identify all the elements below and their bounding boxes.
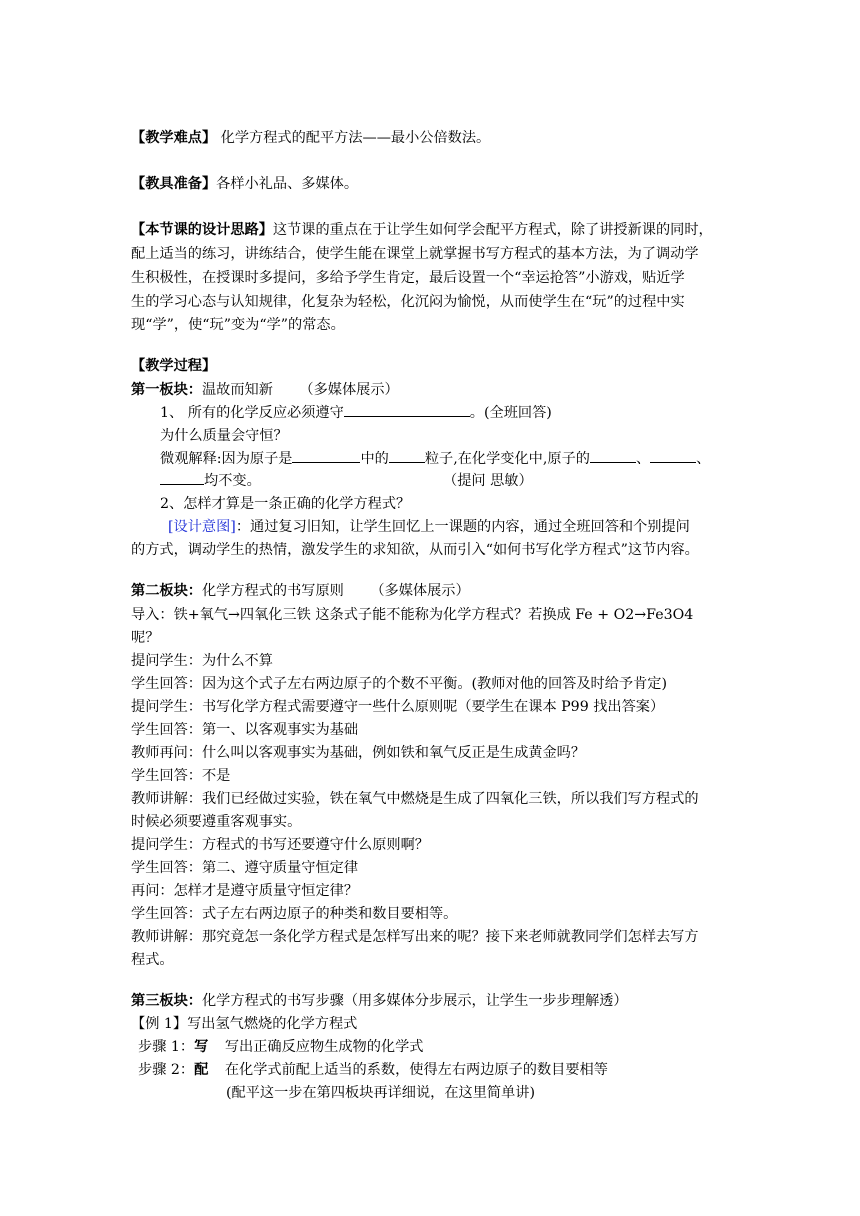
block3-label: 第三板块： [131,993,202,1009]
block1-title: 温故而知新 [201,382,273,398]
block3-step2-note: (配平这一步在第四板块再详细说，在这里简单讲) [226,1085,536,1101]
block1-q1c [160,448,710,470]
blank-4 [650,448,696,463]
design-line-4: 生的学习心态与认知规律，化复杂为轻松，化沉闷为愉悦，从而使学生在“玩”的过程中实 [131,294,685,310]
block3-step2 [138,1059,608,1081]
blank-1 [292,448,360,463]
block2-line: 教师讲解：我们已经做过实验，铁在氧气中燃烧是生成了四氧化三铁，所以我们写方程式的 [131,791,699,807]
block1-intent-2: 的方式，调动学生的热情，激发学生的求知欲，从而引入“如何书写化学方程式”这节内容。 [131,542,699,558]
q1d-note: （提问 思敏） [443,473,533,489]
block1-q1b: 为什么质量会守恒？ [160,428,288,444]
block2-note: （多媒体展示） [370,583,470,599]
design-text-1: 这节课的重点在于让学生如何学会配平方程式，除了讲授新课的同时， [272,222,713,238]
block3-step1 [138,1036,423,1058]
block1-intent-1 [168,516,690,538]
block2-line: 教师讲解：那究竟怎一条化学方程式是怎样写出来的呢？接下来老师就教同学们怎样去写方 [131,929,699,945]
intent-text-1: ：通过复习旧知，让学生回忆上一课题的内容，通过全班回答和个别提问 [235,519,690,535]
q1-text: 1、 所有的化学反应必须遵守 [160,405,344,421]
q1c-text-c: 粒子,在化学变化中,原子的 [424,451,590,467]
prep-section [131,173,358,195]
difficulty-text: 化学方程式的配平方法——最小公倍数法。 [220,130,491,146]
block2-line: 再问：怎样才是遵守质量守恒定律？ [131,883,359,899]
blank-3 [590,448,636,463]
step2-key: 配 [194,1062,209,1078]
intent-label: [设计意图] [168,519,236,535]
design-label: 【本节课的设计思路】 [131,222,273,238]
block2-line: 学生回答：第二、遵守质量守恒定律 [131,860,359,876]
block2-label: 第二板块： [131,583,202,599]
process-heading [131,355,216,377]
step1-text: 写出正确反应物生成物的化学式 [224,1039,424,1055]
q1d-text: 均不变。 [204,473,261,489]
block1-q2: 2、怎样才算是一条正确的化学方程式？ [160,496,411,512]
block3-title: 化学方程式的书写步骤（用多媒体分步展示，让学生一步步理解透） [201,993,628,1009]
block2-heading [131,580,470,602]
q1-blank [344,402,470,417]
block2-line: 提问学生：书写化学方程式需要遵守一些什么原则呢（要学生在课本 P99 找出答案） [131,699,665,715]
q1c-sep-2: 、 [696,451,711,467]
design-line-3: 生积极性，在授课时多提问，多给予学生肯定，最后设置一个“幸运抢答”小游戏，贴近学 [131,270,685,286]
block2-line: 提问学生：方程式的书写还要遵守什么原则啊？ [131,837,429,853]
q1c-text-a: 微观解释:因为原子是 [160,451,293,467]
step2-label: 步骤 2： [138,1062,195,1078]
block2-title: 化学方程式的书写原则 [201,583,344,599]
q1c-sep-1: 、 [635,451,651,467]
block2-line: 呢？ [131,630,160,646]
block2-line: 学生回答：第一、以客观事实为基础 [131,722,359,738]
block3-example: 【例 1】写出氢气燃烧的化学方程式 [131,1016,358,1032]
blank-5 [160,470,204,485]
step1-label: 步骤 1： [138,1039,195,1055]
block2-line: 教师再问：什么叫以客观事实为基础，例如铁和氧气反正是生成黄金吗？ [131,745,586,761]
design-line-2: 配上适当的练习，讲练结合，使学生能在课堂上就掌握书写方程式的基本方法，为了调动学 [131,246,699,262]
block1-note: （多媒体展示） [299,382,399,398]
design-line-1 [131,219,713,241]
blank-2 [389,448,425,463]
prep-label: 【教具准备】 [131,176,217,192]
process-label: 【教学过程】 [131,358,217,374]
block2-line: 提问学生：为什么不算 [131,653,273,669]
difficulty-label: 【教学难点】 [131,130,217,146]
step1-key: 写 [194,1039,209,1055]
block1-label: 第一板块： [131,382,202,398]
block2-line: 时候必须要遵重客观事实。 [131,814,302,830]
block2-line: 学生回答：不是 [131,768,231,784]
block1-q1 [160,402,552,424]
block2-line: 程式。 [131,952,174,968]
prep-text: 各样小礼品、多媒体。 [216,176,359,192]
step2-text: 在化学式前配上适当的系数，使得左右两边原子的数目要相等 [224,1062,608,1078]
q1c-text-b: 中的 [360,451,389,467]
block1-heading [131,379,399,401]
q1-post: 。(全班回答) [469,405,552,421]
block2-line: 学生回答：式子左右两边原子的种类和数目要相等。 [131,906,458,922]
block3-heading [131,990,628,1012]
block2-line: 导入：铁+氧气→四氧化三铁 这条式子能不能称为化学方程式？若换成 Fe + O2→Fe3O4 [131,607,694,623]
design-line-5: 现“学”，使“玩”变为“学”的常态。 [131,317,345,333]
block2-line: 学生回答：因为这个式子左右两边原子的个数不平衡。(教师对他的回答及时给予肯定) [131,676,668,692]
difficulty-section [131,127,490,149]
block1-q1d [160,470,533,492]
